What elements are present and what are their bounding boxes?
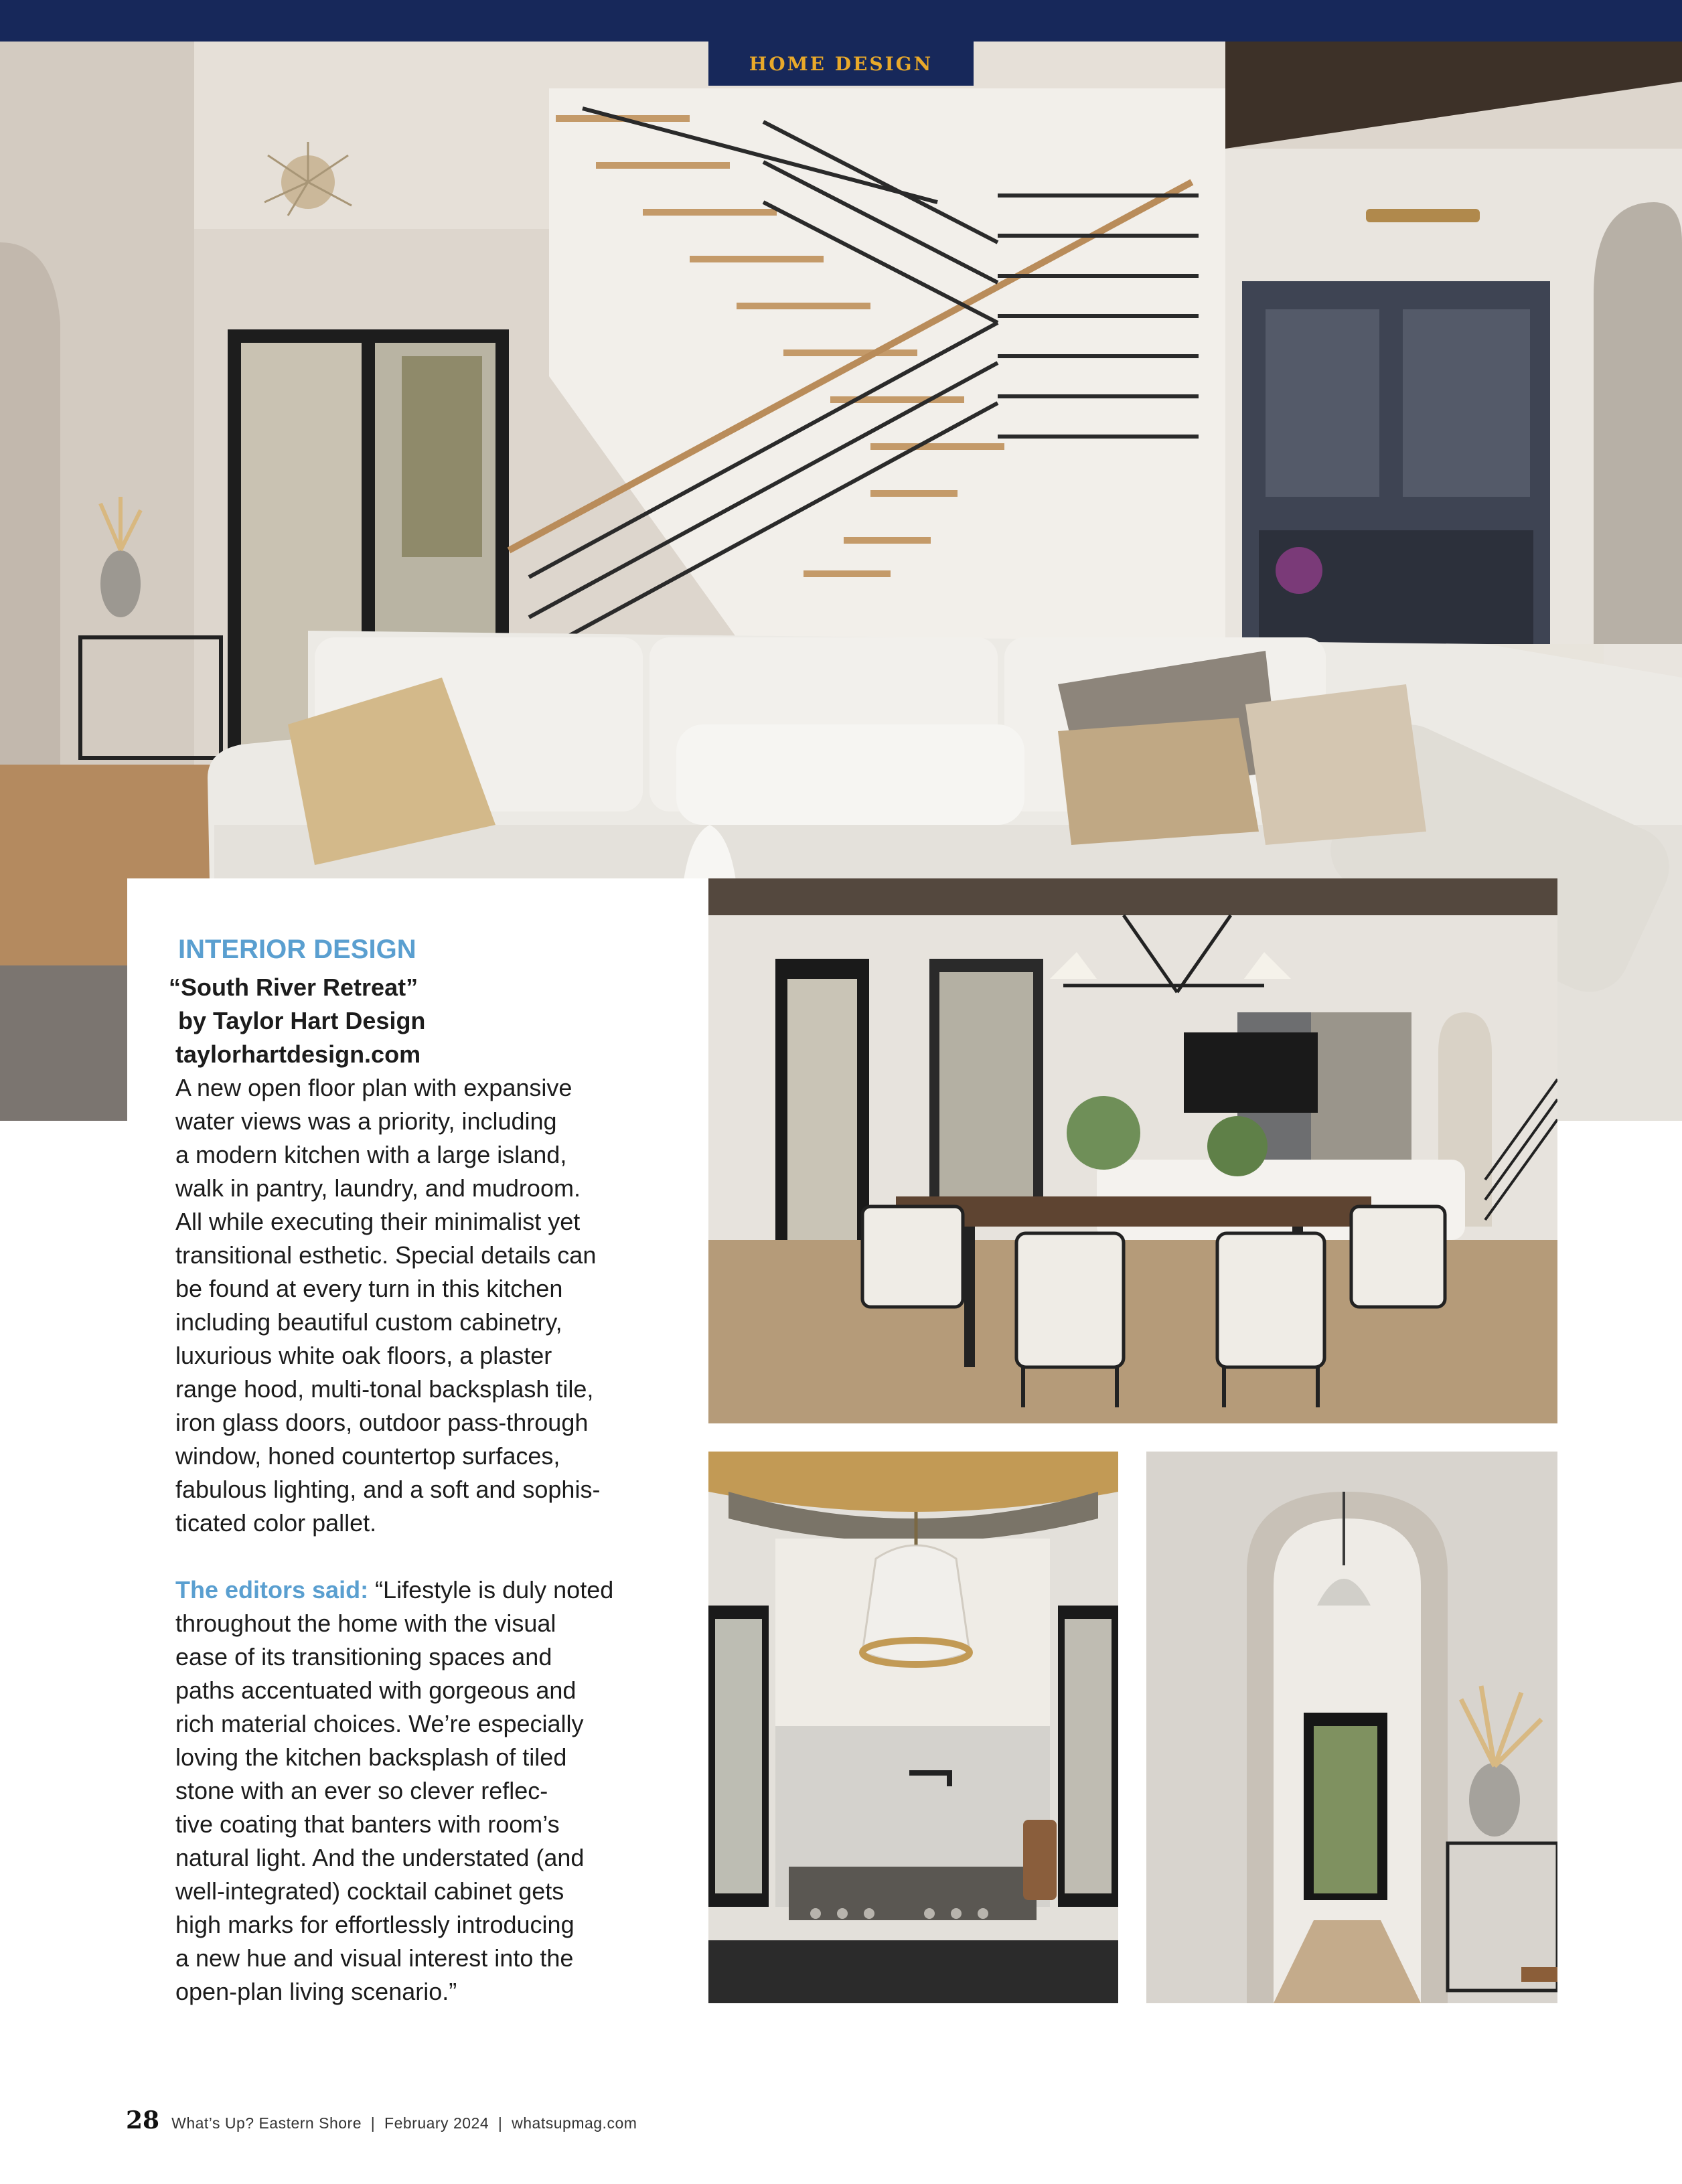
editors-line: natural light. And the understated (and [175,1844,585,1871]
body-line: window, honed countertop surfaces, [175,1442,560,1470]
editors-line: loving the kitchen backsplash of tiled [175,1743,567,1771]
body-line: range hood, multi-tonal backsplash tile, [175,1375,594,1403]
paragraph-gap [175,1540,684,1573]
body-line: walk in pantry, laundry, and mudroom. [175,1174,581,1202]
editors-line: a new hue and visual interest into the [175,1944,574,1972]
article-title: “South River Retreat” [169,973,418,1001]
dining-room-photo [708,878,1557,1423]
editors-line: rich material choices. We’re especially [175,1710,584,1737]
body-line: A new open floor plan with expansive [175,1074,572,1101]
editors-first-line [175,1573,684,1607]
editors-line: well-integrated) cocktail cabinet gets [175,1877,564,1905]
body-line: transitional esthetic. Special details can [175,1241,597,1269]
page-number: 28 [126,2106,160,2134]
body-line: a modern kitchen with a large island, [175,1141,567,1168]
article-copy [169,931,684,2009]
footer-publication: What’s Up? Eastern Shore | February 2024 | whatsupmag.com [171,2114,637,2132]
body-line: iron glass doors, outdoor pass-through [175,1409,589,1436]
editors-line: ease of its transitioning spaces and [175,1643,552,1670]
body-line: ticated color pallet. [175,1509,377,1537]
hallway-photo [1146,1452,1557,2003]
body-line: luxurious white oak floors, a plaster [175,1342,552,1369]
body-line: be found at every turn in this kitchen [175,1275,563,1302]
top-color-bar [0,0,1682,42]
kitchen-photo [708,1452,1118,2003]
editors-line: tive coating that banters with room’s [175,1810,560,1838]
editors-line: paths accentuated with gorgeous and [175,1676,577,1704]
article-category: INTERIOR DESIGN [178,935,416,964]
designer-website: taylorhartdesign.com [175,1040,421,1068]
editors-line: open-plan living scenario.” [175,1978,457,2005]
editors-first-text: “Lifestyle is duly noted [368,1576,614,1604]
body-line: water views was a priority, including [175,1107,557,1135]
article-byline: by Taylor Hart Design [178,1007,426,1034]
page-footer [126,2106,637,2134]
editors-line: high marks for effortlessly introducing [175,1911,575,1938]
editors-label: The editors said: [175,1576,369,1604]
section-tab [708,42,974,86]
body-line: including beautiful custom cabinetry, [175,1308,562,1336]
editors-line: stone with an ever so clever reflec- [175,1777,548,1804]
section-tab-label: HOME DESIGN [749,52,933,75]
editors-line: throughout the home with the visual [175,1610,556,1637]
body-line: All while executing their minimalist yet [175,1208,581,1235]
body-line: fabulous lighting, and a soft and sophis- [175,1476,601,1503]
